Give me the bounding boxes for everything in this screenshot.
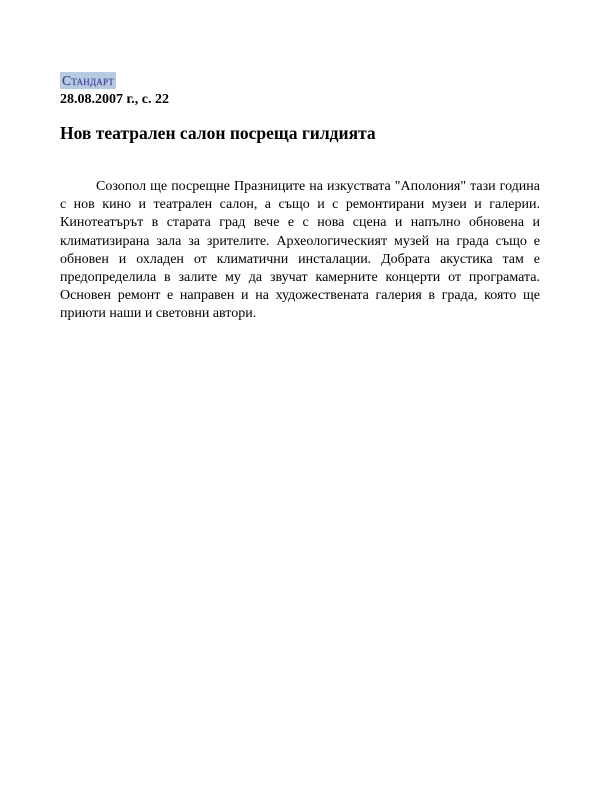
article-headline: Нов театрален салон посреща гилдията	[60, 123, 376, 143]
publication-logo: Стандарт	[62, 73, 114, 88]
article-body: Созопол ще посрещне Празниците на изкуствата "Аполония" тази година с нов кино и театрален салон, а също и с ремонтирани музеи и галерии. Кинотеатърът в старата град вече е с нова сцена и напълно обновена и климатизирана зала за зрителите. Археологическият музей на града също е обновен и охладен от климатични инсталации. Добрата акустика там е предопределила в залите му да звучат камерните концерти от програмата. Основен ремонт е направен и на художествената галерия в града, която ще приюти наши и световни автори.	[60, 179, 540, 322]
publication-date-page: 28.08.2007 г., с. 22	[60, 92, 169, 107]
